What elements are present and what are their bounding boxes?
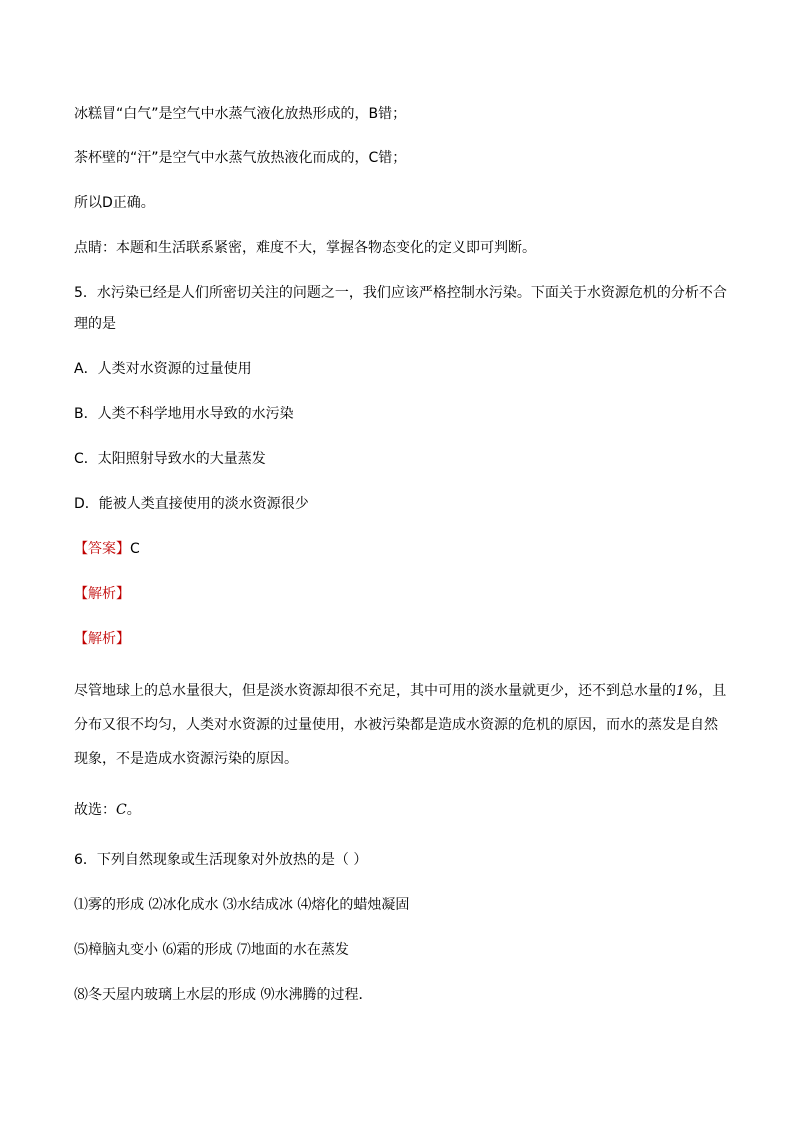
explanation-line bbox=[74, 681, 734, 701]
text-line: 茶杯壁的“汗”是空气中水蒸气放热液化而成的，C错； bbox=[74, 150, 407, 166]
percent-value: 1% bbox=[676, 683, 699, 699]
conclusion-text: 。 bbox=[126, 802, 141, 818]
analysis-label: 【解析】 bbox=[74, 586, 130, 602]
question-6-items: ⑸樟脑丸变小 ⑹霜的形成 ⑺地面的水在蒸发 bbox=[74, 942, 349, 958]
question-6-stem: 6．下列自然现象或生活现象对外放热的是（ ） bbox=[74, 852, 368, 868]
option-b: B．人类不科学地用水导致的水污染 bbox=[74, 406, 294, 422]
question-6-items: ⑴雾的形成 ⑵冰化成水 ⑶水结成冰 ⑷熔化的蜡烛凝固 bbox=[74, 897, 410, 913]
answer-line bbox=[74, 539, 734, 559]
conclusion-line bbox=[74, 800, 734, 820]
option-d: D．能被人类直接使用的淡水资源很少 bbox=[74, 496, 309, 512]
analysis-label: 【解析】 bbox=[74, 631, 130, 647]
question-6-items: ⑻冬天屋内玻璃上水层的形成 ⑼水沸腾的过程． bbox=[74, 987, 373, 1003]
text-line: 点睛：本题和生活联系紧密，难度不大，掌握各物态变化的定义即可判断。 bbox=[74, 240, 536, 256]
explanation-line: 现象，不是造成水资源污染的原因。 bbox=[74, 751, 298, 767]
explanation-text: 尽管地球上的总水量很大，但是淡水资源却很不充足，其中可用的淡水量就更少，还不到总水量的 bbox=[74, 683, 676, 699]
conclusion-letter: C bbox=[116, 802, 127, 818]
option-a: A．人类对水资源的过量使用 bbox=[74, 361, 252, 377]
explanation-line: 分布又很不均匀，人类对水资源的过量使用，水被污染都是造成水资源的危机的原因，而水的蒸发是自然 bbox=[74, 717, 718, 733]
conclusion-text: 故选： bbox=[74, 802, 116, 818]
explanation-text: ，且 bbox=[698, 683, 727, 699]
answer-value: C bbox=[130, 541, 140, 557]
text-line: 所以D正确。 bbox=[74, 195, 155, 211]
answer-label: 【答案】 bbox=[74, 541, 130, 557]
question-5-stem-cont: 理的是 bbox=[74, 316, 116, 332]
text-line: 冰糕冒“白气”是空气中水蒸气液化放热形成的，B错； bbox=[74, 106, 407, 122]
question-5-stem: 5．水污染已经是人们所密切关注的问题之一，我们应该严格控制水污染。下面关于水资源危机的分析不合 bbox=[74, 285, 727, 301]
option-c: C．太阳照射导致水的大量蒸发 bbox=[74, 451, 266, 467]
